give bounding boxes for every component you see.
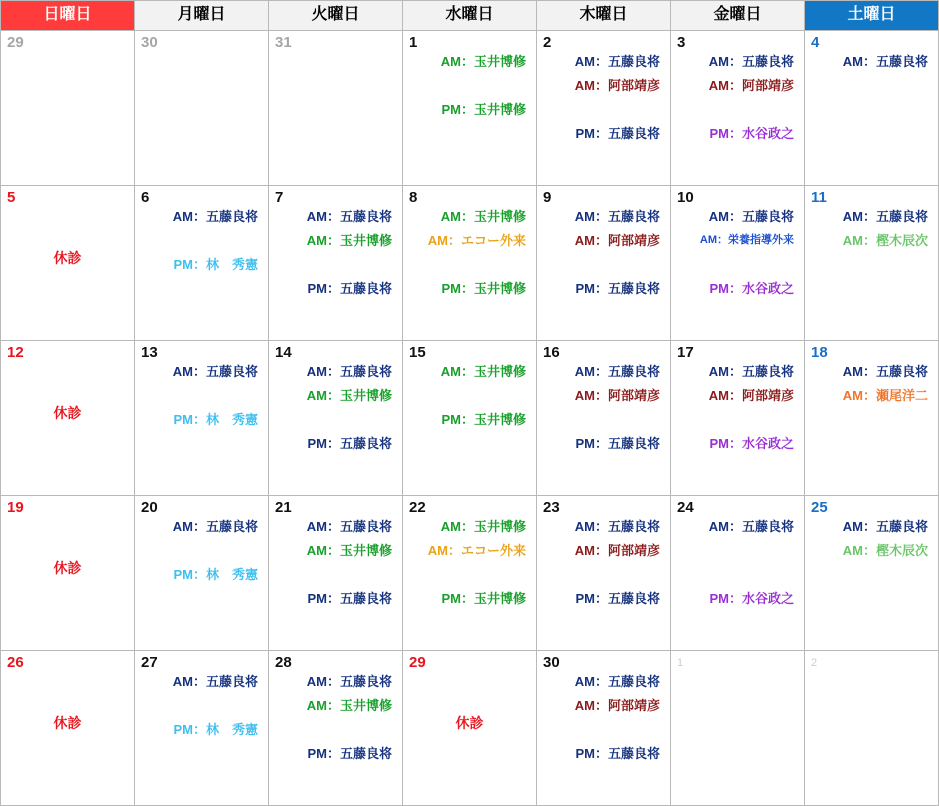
day-number: 11 [811, 189, 827, 206]
schedule-entry: PM：水谷政之 [709, 126, 794, 141]
day-number: 3 [677, 34, 686, 51]
schedule-entry: AM：玉井博修 [306, 388, 392, 403]
calendar-day-cell[interactable] [269, 341, 403, 496]
day-number: 4 [811, 34, 820, 51]
schedule-entry: AM：五藤良将 [574, 674, 660, 689]
schedule-entry: AM：五藤良将 [172, 519, 258, 534]
schedule-entry: AM：五藤良将 [708, 519, 794, 534]
calendar-day-cell[interactable] [269, 186, 403, 341]
day-number: 7 [275, 189, 284, 206]
calendar-day-cell[interactable] [1, 341, 135, 496]
day-cell-content [537, 31, 670, 185]
schedule-entry: PM：水谷政之 [709, 591, 794, 606]
day-cell-content [403, 31, 536, 185]
schedule-entry: AM：玉井博修 [440, 54, 526, 69]
calendar-day-cell[interactable] [269, 651, 403, 806]
day-number: 23 [543, 499, 560, 516]
day-cell-content [805, 31, 938, 185]
calendar-day-cell[interactable] [671, 31, 805, 186]
schedule-entry: AM：玉井博修 [306, 698, 392, 713]
day-cell-content [537, 341, 670, 495]
closed-notice: 休診 [53, 560, 82, 576]
day-number: 25 [811, 499, 828, 516]
calendar-day-cell[interactable] [671, 651, 805, 806]
calendar-week-row [1, 186, 939, 341]
day-number: 21 [275, 499, 292, 516]
day-cell-content [805, 651, 938, 805]
schedule-entry: AM：栄養指導外来 [699, 234, 794, 246]
day-cell-content [671, 31, 804, 185]
day-cell-content [671, 496, 804, 650]
day-cell-content [805, 496, 938, 650]
schedule-entry: AM：五藤良将 [708, 54, 794, 69]
calendar-day-cell[interactable] [135, 186, 269, 341]
calendar-day-cell[interactable] [403, 496, 537, 651]
day-number: 26 [7, 654, 24, 671]
schedule-entry: AM：五藤良将 [306, 674, 392, 689]
calendar-day-cell[interactable] [671, 341, 805, 496]
day-cell-content [269, 341, 402, 495]
calendar-day-cell[interactable] [135, 341, 269, 496]
schedule-entry: PM：五藤良将 [307, 436, 392, 451]
day-cell-content [1, 341, 134, 495]
schedule-entry: PM：水谷政之 [709, 436, 794, 451]
schedule-entry: AM：阿部靖彦 [574, 388, 660, 403]
calendar-header-row [1, 1, 939, 31]
schedule-entry: AM：五藤良将 [306, 364, 392, 379]
calendar-week-row [1, 341, 939, 496]
closed-notice: 休診 [53, 250, 82, 266]
calendar-day-cell[interactable] [537, 186, 671, 341]
schedule-entry: PM：水谷政之 [709, 281, 794, 296]
calendar-day-cell[interactable] [1, 496, 135, 651]
calendar-week-row [1, 31, 939, 186]
schedule-entry: AM：五藤良将 [306, 519, 392, 534]
calendar-day-cell[interactable] [671, 496, 805, 651]
schedule-entry: PM：林 秀憲 [173, 722, 258, 737]
schedule-entry: PM：五藤良将 [575, 436, 660, 451]
day-cell-content [135, 341, 268, 495]
day-cell-content [537, 186, 670, 340]
day-cell-content [1, 651, 134, 805]
day-cell-content [135, 186, 268, 340]
day-number: 30 [543, 654, 560, 671]
day-header-thursday: 木曜日 [537, 1, 671, 31]
calendar-day-cell[interactable] [1, 651, 135, 806]
calendar-day-cell[interactable] [1, 31, 135, 186]
day-number: 20 [141, 499, 158, 516]
schedule-entry: PM：五藤良将 [307, 281, 392, 296]
calendar-day-cell[interactable] [403, 341, 537, 496]
day-header-monday: 月曜日 [135, 1, 269, 31]
day-number: 1 [409, 34, 418, 51]
day-number: 9 [543, 189, 552, 206]
schedule-entry: AM：五藤良将 [574, 209, 660, 224]
calendar-day-cell[interactable] [805, 31, 939, 186]
schedule-entry: AM：五藤良将 [574, 54, 660, 69]
day-number: 12 [7, 344, 24, 361]
day-cell-content [403, 186, 536, 340]
calendar-body [1, 31, 939, 806]
day-number: 24 [677, 499, 694, 516]
schedule-entry: AM：阿部靖彦 [574, 233, 660, 248]
calendar-day-cell[interactable] [671, 186, 805, 341]
schedule-entry: AM：五藤良将 [574, 364, 660, 379]
day-number: 1 [677, 657, 684, 669]
calendar-day-cell[interactable] [135, 31, 269, 186]
schedule-entry: AM：阿部靖彦 [574, 698, 660, 713]
day-cell-content [537, 651, 670, 805]
day-cell-content [671, 651, 804, 805]
schedule-entry: PM：五藤良将 [307, 591, 392, 606]
calendar-day-cell[interactable] [805, 186, 939, 341]
day-cell-content [403, 341, 536, 495]
schedule-entry: PM：五藤良将 [575, 746, 660, 761]
day-number: 19 [7, 499, 24, 516]
day-number: 29 [7, 34, 24, 51]
schedule-entry: AM：玉井博修 [440, 209, 526, 224]
day-cell-content [269, 651, 402, 805]
schedule-entry: AM：五藤良将 [172, 209, 258, 224]
day-number: 10 [677, 189, 694, 206]
schedule-entry: AM：五藤良将 [708, 209, 794, 224]
day-cell-content [805, 341, 938, 495]
schedule-entry: AM：阿部靖彦 [708, 78, 794, 93]
schedule-entry: AM：阿部靖彦 [708, 388, 794, 403]
calendar-day-cell[interactable] [269, 496, 403, 651]
schedule-entry: AM：五藤良将 [574, 519, 660, 534]
schedule-entry: AM：五藤良将 [842, 519, 928, 534]
schedule-entry: AM：五藤良将 [172, 674, 258, 689]
calendar-day-cell[interactable] [537, 651, 671, 806]
day-number: 13 [141, 344, 158, 361]
day-cell-content [269, 186, 402, 340]
day-number: 30 [141, 34, 158, 51]
schedule-entry: AM：エコー外来 [427, 543, 526, 558]
schedule-entry: AM：玉井博修 [440, 519, 526, 534]
calendar-day-cell[interactable] [805, 496, 939, 651]
calendar-day-cell[interactable] [135, 651, 269, 806]
calendar-day-cell[interactable] [805, 341, 939, 496]
schedule-entry: AM：玉井博修 [306, 233, 392, 248]
day-number: 28 [275, 654, 292, 671]
calendar-day-cell[interactable] [403, 186, 537, 341]
day-cell-content [1, 31, 134, 185]
day-number: 6 [141, 189, 150, 206]
day-cell-content [269, 496, 402, 650]
day-number: 17 [677, 344, 694, 361]
day-cell-content [537, 496, 670, 650]
day-number: 8 [409, 189, 418, 206]
schedule-entry: PM：玉井博修 [441, 102, 526, 117]
calendar-day-cell[interactable] [269, 31, 403, 186]
schedule-entry: PM：五藤良将 [575, 126, 660, 141]
schedule-entry: AM：阿部靖彦 [574, 78, 660, 93]
calendar-day-cell[interactable] [805, 651, 939, 806]
day-number: 18 [811, 344, 828, 361]
calendar-week-row [1, 651, 939, 806]
schedule-entry: AM：五藤良将 [842, 209, 928, 224]
day-cell-content [671, 186, 804, 340]
day-number: 2 [543, 34, 552, 51]
schedule-entry: AM：瀬尾洋二 [842, 388, 928, 403]
calendar-day-cell[interactable] [1, 186, 135, 341]
day-cell-content [135, 496, 268, 650]
schedule-entry: PM：林 秀憲 [173, 567, 258, 582]
calendar-day-cell[interactable] [537, 31, 671, 186]
schedule-entry: AM：玉井博修 [306, 543, 392, 558]
day-of-week-row [1, 1, 939, 31]
closed-notice: 休診 [53, 715, 82, 731]
schedule-entry: PM：五藤良将 [307, 746, 392, 761]
day-cell-content [403, 651, 536, 805]
schedule-entry: PM：玉井博修 [441, 591, 526, 606]
day-number: 16 [543, 344, 560, 361]
day-cell-content [135, 31, 268, 185]
day-number: 27 [141, 654, 158, 671]
day-header-wednesday: 水曜日 [403, 1, 537, 31]
schedule-entry: AM：玉井博修 [440, 364, 526, 379]
schedule-entry: AM：エコー外来 [427, 233, 526, 248]
calendar-day-cell[interactable] [537, 496, 671, 651]
day-header-saturday: 土曜日 [805, 1, 939, 31]
schedule-entry: AM：五藤良将 [708, 364, 794, 379]
day-header-tuesday: 火曜日 [269, 1, 403, 31]
day-number: 15 [409, 344, 426, 361]
schedule-entry: AM：五藤良将 [842, 364, 928, 379]
day-number: 2 [811, 657, 818, 669]
closed-notice: 休診 [53, 405, 82, 421]
calendar-day-cell[interactable] [403, 651, 537, 806]
schedule-entry: AM：樫木辰次 [842, 543, 928, 558]
schedule-entry: PM：玉井博修 [441, 281, 526, 296]
day-number: 5 [7, 189, 16, 206]
schedule-entry: AM：五藤良将 [842, 54, 928, 69]
calendar-week-row [1, 496, 939, 651]
schedule-entry: AM：五藤良将 [306, 209, 392, 224]
day-cell-content [403, 496, 536, 650]
schedule-entry: PM：林 秀憲 [173, 412, 258, 427]
day-number: 31 [275, 34, 292, 51]
day-cell-content [269, 31, 402, 185]
day-number: 22 [409, 499, 426, 516]
day-header-friday: 金曜日 [671, 1, 805, 31]
schedule-entry: AM：五藤良将 [172, 364, 258, 379]
calendar-day-cell[interactable] [403, 31, 537, 186]
day-cell-content [671, 341, 804, 495]
day-number: 14 [275, 344, 292, 361]
day-cell-content [1, 496, 134, 650]
schedule-entry: PM：五藤良将 [575, 591, 660, 606]
day-cell-content [135, 651, 268, 805]
day-header-sunday: 日曜日 [1, 1, 135, 31]
schedule-entry: AM：阿部靖彦 [574, 543, 660, 558]
schedule-entry: PM：五藤良将 [575, 281, 660, 296]
day-number: 29 [409, 654, 426, 671]
calendar-day-cell[interactable] [537, 341, 671, 496]
schedule-entry: PM：林 秀憲 [173, 257, 258, 272]
schedule-entry: PM：玉井博修 [441, 412, 526, 427]
closed-notice: 休診 [455, 715, 484, 731]
day-cell-content [1, 186, 134, 340]
calendar-day-cell[interactable] [135, 496, 269, 651]
schedule-entry: AM：樫木辰次 [842, 233, 928, 248]
day-cell-content [805, 186, 938, 340]
